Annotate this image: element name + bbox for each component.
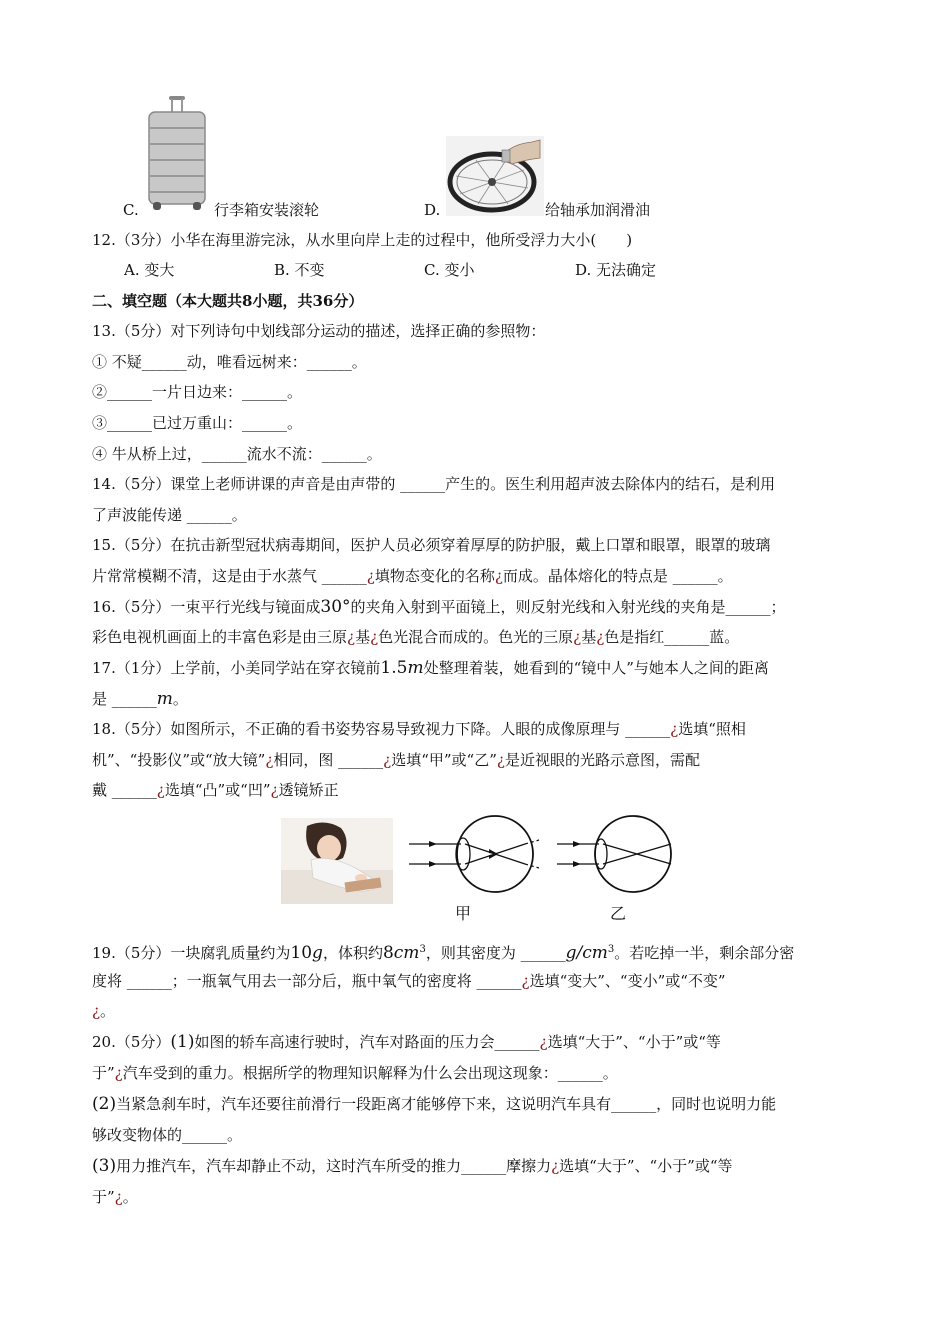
q15-line-1: 15.（5分）在抗击新型冠状病毒期间，医护人员必须穿着厚厚的防护服，戴上口罩和眼罩，眼罩的玻璃 [92,536,771,554]
distance-value: 1.5 [380,658,408,678]
answer-unit: m [156,689,173,709]
q19-line-2: 度将 ______；一瓶氧气用去一部分后，瓶中氧气的密度将 ______¿选填“变大”、“变小”或“不变” [92,972,726,990]
q11-option-d-text: 给轴承加润滑油 [545,201,651,219]
q20-line-2: 于”¿汽车受到的重力。根据所学的物理知识解释为什么会出现这现象：______。 [92,1064,618,1082]
inverted-question-mark: ¿ [539,1033,548,1051]
volume-value: 8 [382,943,394,963]
suitcase-icon [145,94,209,214]
eye-diagram-jia [405,812,555,896]
q12-stem: 12.（3分）小华在海里游完泳，从水里向岸上走的过程中，他所受浮力大小( ) [92,231,633,249]
q20-line-6: 于”¿。 [92,1188,138,1206]
q11-option-c-letter: C. [123,201,139,219]
eye-jia-icon [405,812,555,896]
suitcase-figure [145,94,209,214]
inverted-question-mark: ¿ [496,751,505,769]
q14-line-1: 14.（5分）课堂上老师讲课的声音是由声带的 ______产生的。医生利用超声波去除体内的结石，是利用 [92,475,776,493]
q20-line-4: 够改变物体的______。 [92,1126,243,1144]
inverted-question-mark: ¿ [270,781,279,799]
inverted-question-mark: ¿ [347,628,356,646]
inverted-question-mark: ¿ [573,628,582,646]
inverted-question-mark: ¿ [265,751,274,769]
q12-option-d: D. 无法确定 [575,261,657,279]
q19-line-3: ¿。 [92,1002,116,1020]
q14-line-2: 了声波能传递 ______。 [92,506,247,524]
q12-option-c: C. 变小 [424,261,475,279]
q13-line-1: ① 不疑______动，唯看远树来：______。 [92,353,367,371]
inverted-question-mark: ¿ [114,1188,123,1206]
mass-value: 10 [290,943,313,963]
inverted-question-mark: ¿ [156,781,165,799]
inverted-question-mark: ¿ [521,972,530,990]
q20-line-3: (2)当紧急刹车时，汽车还要往前滑行一段距离才能够停下来，这说明汽车具有______，同时也说明力能 [92,1094,777,1114]
q13-line-2: ②______一片日边来：______。 [92,383,303,401]
reading-posture-photo [281,818,393,904]
q13-line-3: ③______已过万重山：______。 [92,414,303,432]
q11-option-c-text: 行李箱安装滚轮 [214,201,320,219]
q15-line-2: 片常常模糊不清，这是由于水蒸气 ______¿填物态变化的名称¿而成。晶体熔化的特点是 ______。 [92,567,733,585]
q17-line-1: 17.（1分）上学前，小美同学站在穿衣镜前1.5m处整理着装，她看到的“镜中人”与她本人之间的距离 [92,658,769,678]
inverted-question-mark: ¿ [383,751,392,769]
q18-line-2: 机”、“投影仪”或“放大镜”¿相同，图 ______¿选填“甲”或“乙”¿是近视眼的光路示意图，需配 [92,751,700,769]
mass-unit: g [312,943,323,963]
reading-girl-icon [281,818,393,904]
fig-label-yi: 乙 [610,904,627,923]
q16-line-1: 16.（5分）一束平行光线与镜面成30°的夹角入射到平面镜上，则反射光线和入射光线的夹角是______； [92,597,786,617]
inverted-question-mark: ¿ [366,567,375,585]
q13-stem: 13.（5分）对下列诗句中划线部分运动的描述，选择正确的参照物： [92,322,546,340]
inverted-question-mark: ¿ [114,1064,123,1082]
q20-line-1: 20.（5分）(1)如图的轿车高速行驶时，汽车对路面的压力会______¿选填“大于”、“小于”或“等 [92,1032,721,1052]
q13-line-4: ④ 牛从桥上过，______流水不流：______。 [92,445,382,463]
inverted-question-mark: ¿ [494,567,503,585]
q19-line-1: 19.（5分）一块腐乳质量约为10g，体积约$8cm^3$，则其密度为 $\_\_\_\_\_\_g/cm^3$。若吃掉一半，剩余部分密 [92,943,795,963]
inverted-question-mark: ¿ [551,1157,560,1175]
inverted-question-mark: ¿ [370,628,379,646]
angle-value: 30° [320,597,351,617]
fig-label-jia: 甲 [455,904,472,923]
bicycle-wheel-figure [446,136,544,216]
inverted-question-mark: ¿ [92,1002,101,1020]
q20-line-5: (3)用力推汽车，汽车却静止不动，这时汽车所受的推力______摩擦力¿选填“大于”、“小于”或“等 [92,1156,733,1176]
volume-unit: cm [393,943,420,963]
eye-diagram-yi [555,812,685,896]
q16-line-2: 彩色电视机画面上的丰富色彩是由三原¿基¿色光混合而成的。色光的三原¿基¿色是指红______蓝。 [92,628,740,646]
inverted-question-mark: ¿ [670,720,679,738]
q18-line-3: 戴 ______¿选填“凸”或“凹”¿透镜矫正 [92,781,339,799]
eye-yi-icon [555,812,685,896]
q11-option-d-letter: D. [424,201,441,219]
section-title: 二、填空题（本大题共8小题，共36分） [92,292,364,310]
q17-line-2: 是 ______m。 [92,689,188,709]
q12-option-a: A. 变大 [124,261,175,279]
wheel-icon [446,136,544,216]
density-unit: g/cm [565,943,608,963]
q18-line-1: 18.（5分）如图所示，不正确的看书姿势容易导致视力下降。人眼的成像原理与 ______¿选填“照相 [92,720,746,738]
q12-option-b: B. 不变 [274,261,325,279]
inverted-question-mark: ¿ [596,628,605,646]
distance-unit: m [407,658,424,678]
